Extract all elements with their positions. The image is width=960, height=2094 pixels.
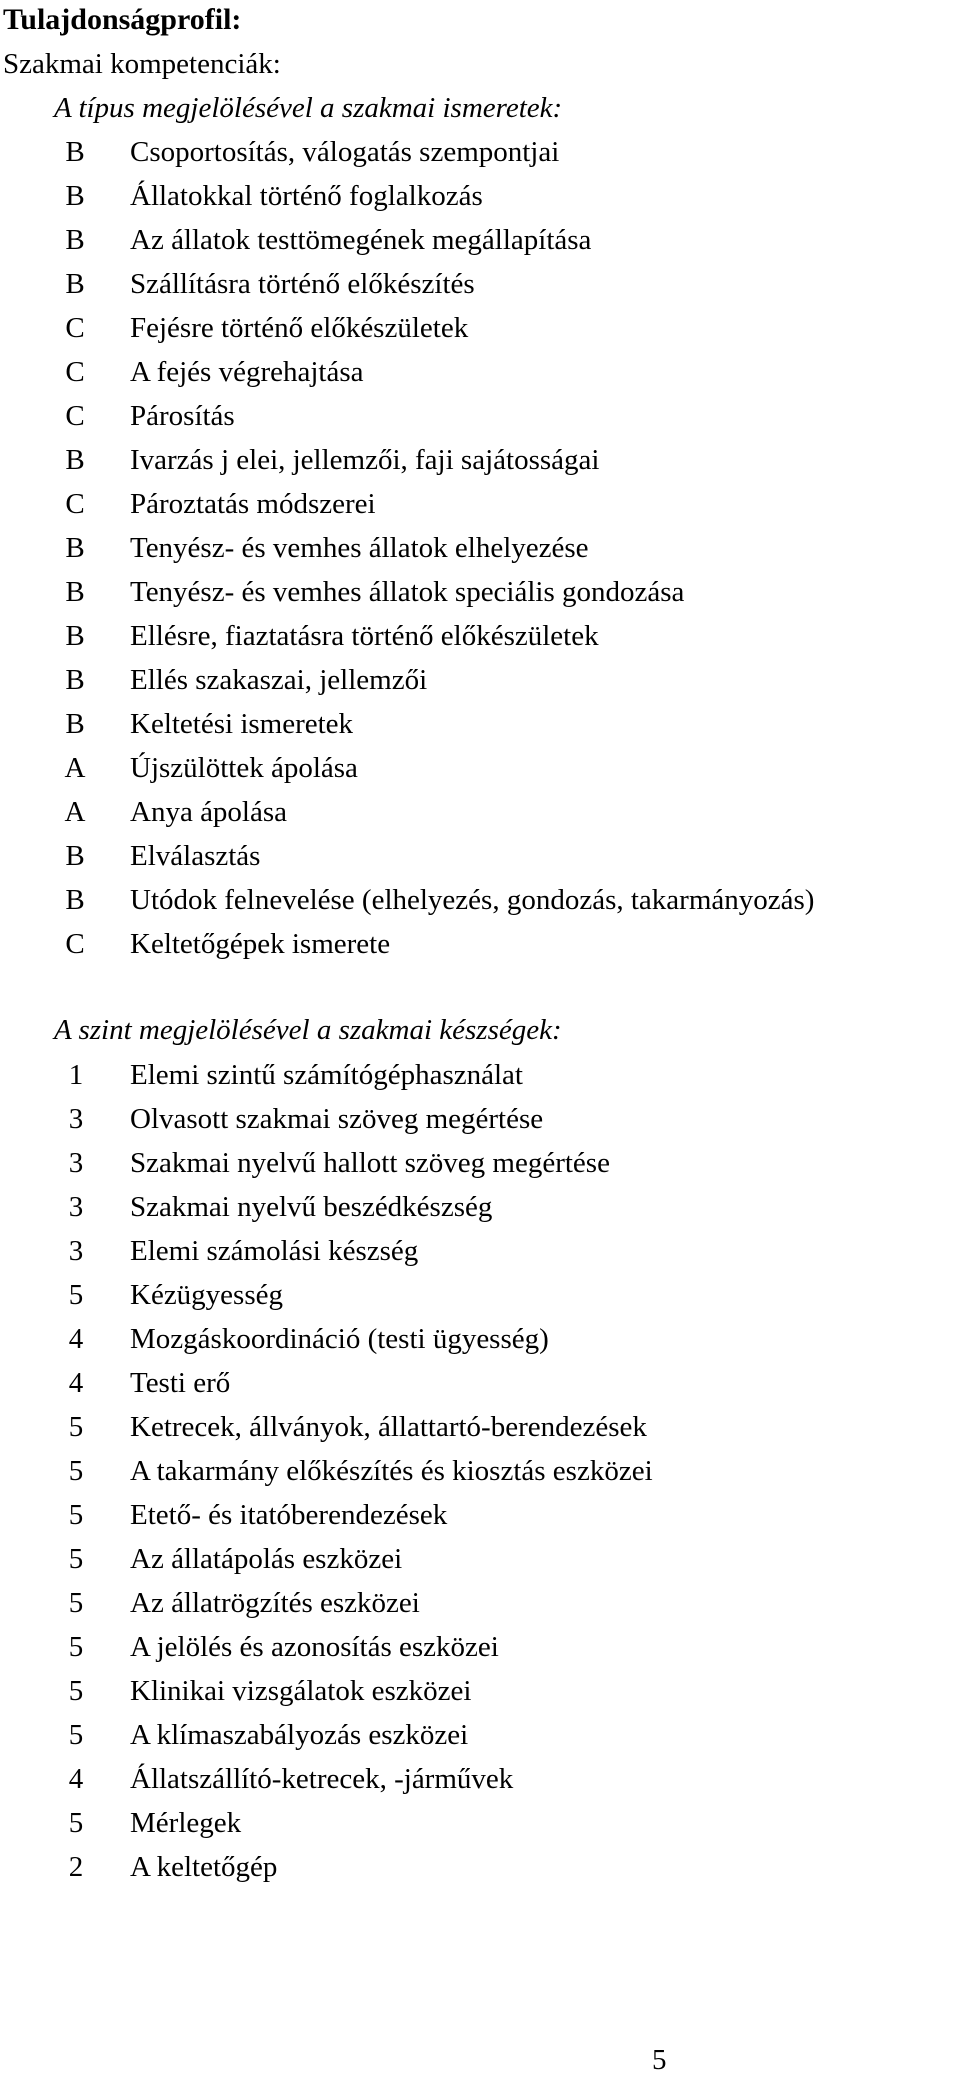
item-text: Ivarzás j elei, jellemzői, faji sajátosságai [130, 444, 600, 476]
item-code: A [64, 752, 86, 784]
item-text: Szállításra történő előkészítés [130, 268, 475, 300]
item-code: 4 [68, 1323, 84, 1355]
item-text: Fejésre történő előkészületek [130, 312, 469, 344]
item-code: 5 [68, 1807, 84, 1839]
item-code: C [65, 488, 85, 520]
item-text: Keltetőgépek ismerete [130, 928, 391, 960]
item-code: 3 [68, 1235, 84, 1267]
item-text: Állatokkal történő foglalkozás [130, 180, 483, 212]
item-text: Elemi szintű számítógéphasználat [130, 1059, 523, 1091]
item-code: B [65, 224, 85, 256]
item-text: A klímaszabályozás eszközei [130, 1719, 469, 1751]
item-code: 5 [68, 1455, 84, 1487]
item-text: Az állatok testtömegének megállapítása [130, 224, 592, 256]
item-text: Olvasott szakmai szöveg megértése [130, 1103, 544, 1135]
item-code: 5 [68, 1543, 84, 1575]
page-title: Tulajdonságprofil: [3, 3, 242, 36]
item-code: B [65, 664, 85, 696]
item-text: Tenyész- és vemhes állatok elhelyezése [130, 532, 589, 564]
item-code: 5 [68, 1675, 84, 1707]
item-text: Tenyész- és vemhes állatok speciális gondozása [130, 576, 685, 608]
item-text: A fejés végrehajtása [130, 356, 364, 388]
item-text: Csoportosítás, válogatás szempontjai [130, 136, 560, 168]
item-code: B [65, 576, 85, 608]
item-code: 5 [68, 1411, 84, 1443]
item-code: B [65, 180, 85, 212]
page-number: 5 [652, 2044, 667, 2076]
item-code: 3 [68, 1103, 84, 1135]
item-text: Anya ápolása [130, 796, 288, 828]
item-code: 5 [68, 1631, 84, 1663]
item-text: Szakmai nyelvű beszédkészség [130, 1191, 493, 1223]
item-code: A [64, 796, 86, 828]
page-subtitle: Szakmai kompetenciák: [3, 48, 281, 80]
item-text: Pároztatás módszerei [130, 488, 376, 520]
item-code: 3 [68, 1191, 84, 1223]
item-code: 1 [68, 1059, 84, 1091]
item-code: B [65, 620, 85, 652]
skills-heading: A szint megjelölésével a szakmai készségek: [54, 1014, 562, 1046]
item-text: A takarmány előkészítés és kiosztás eszközei [130, 1455, 653, 1487]
item-code: 4 [68, 1367, 84, 1399]
item-code: C [65, 312, 85, 344]
item-code: C [65, 400, 85, 432]
item-text: Klinikai vizsgálatok eszközei [130, 1675, 472, 1707]
item-text: Elválasztás [130, 840, 261, 872]
item-code: C [65, 356, 85, 388]
item-code: B [65, 268, 85, 300]
item-code: B [65, 532, 85, 564]
item-text: Mozgáskoordináció (testi ügyesség) [130, 1323, 549, 1355]
item-code: B [65, 708, 85, 740]
item-text: Újszülöttek ápolása [130, 752, 358, 784]
item-text: A keltetőgép [130, 1851, 278, 1883]
item-text: Etető- és itatóberendezések [130, 1499, 448, 1531]
item-text: Szakmai nyelvű hallott szöveg megértése [130, 1147, 610, 1179]
item-text: Testi erő [130, 1367, 231, 1399]
item-code: 5 [68, 1587, 84, 1619]
item-code: 5 [68, 1499, 84, 1531]
item-code: B [65, 444, 85, 476]
item-text: Az állatrögzítés eszközei [130, 1587, 420, 1619]
item-text: Az állatápolás eszközei [130, 1543, 403, 1575]
item-code: 2 [68, 1851, 84, 1883]
item-text: Állatszállító-ketrecek, -járművek [130, 1763, 514, 1795]
item-code: 3 [68, 1147, 84, 1179]
item-text: Kézügyesség [130, 1279, 284, 1311]
item-text: Ellés szakaszai, jellemzői [130, 664, 428, 696]
item-code: B [65, 136, 85, 168]
item-code: B [65, 884, 85, 916]
item-text: Ketrecek, állványok, állattartó-berendezések [130, 1411, 647, 1443]
item-text: Ellésre, fiaztatásra történő előkészületek [130, 620, 599, 652]
item-code: C [65, 928, 85, 960]
item-code: 4 [68, 1763, 84, 1795]
item-code: 5 [68, 1719, 84, 1751]
item-code: 5 [68, 1279, 84, 1311]
item-text: Keltetési ismeretek [130, 708, 354, 740]
knowledge-heading: A típus megjelölésével a szakmai ismeretek: [54, 92, 563, 124]
item-text: Párosítás [130, 400, 235, 432]
item-text: Elemi számolási készség [130, 1235, 419, 1267]
item-text: Utódok felnevelése (elhelyezés, gondozás, takarmányozás) [130, 884, 815, 916]
item-text: A jelölés és azonosítás eszközei [130, 1631, 499, 1663]
item-code: B [65, 840, 85, 872]
item-text: Mérlegek [130, 1807, 242, 1839]
